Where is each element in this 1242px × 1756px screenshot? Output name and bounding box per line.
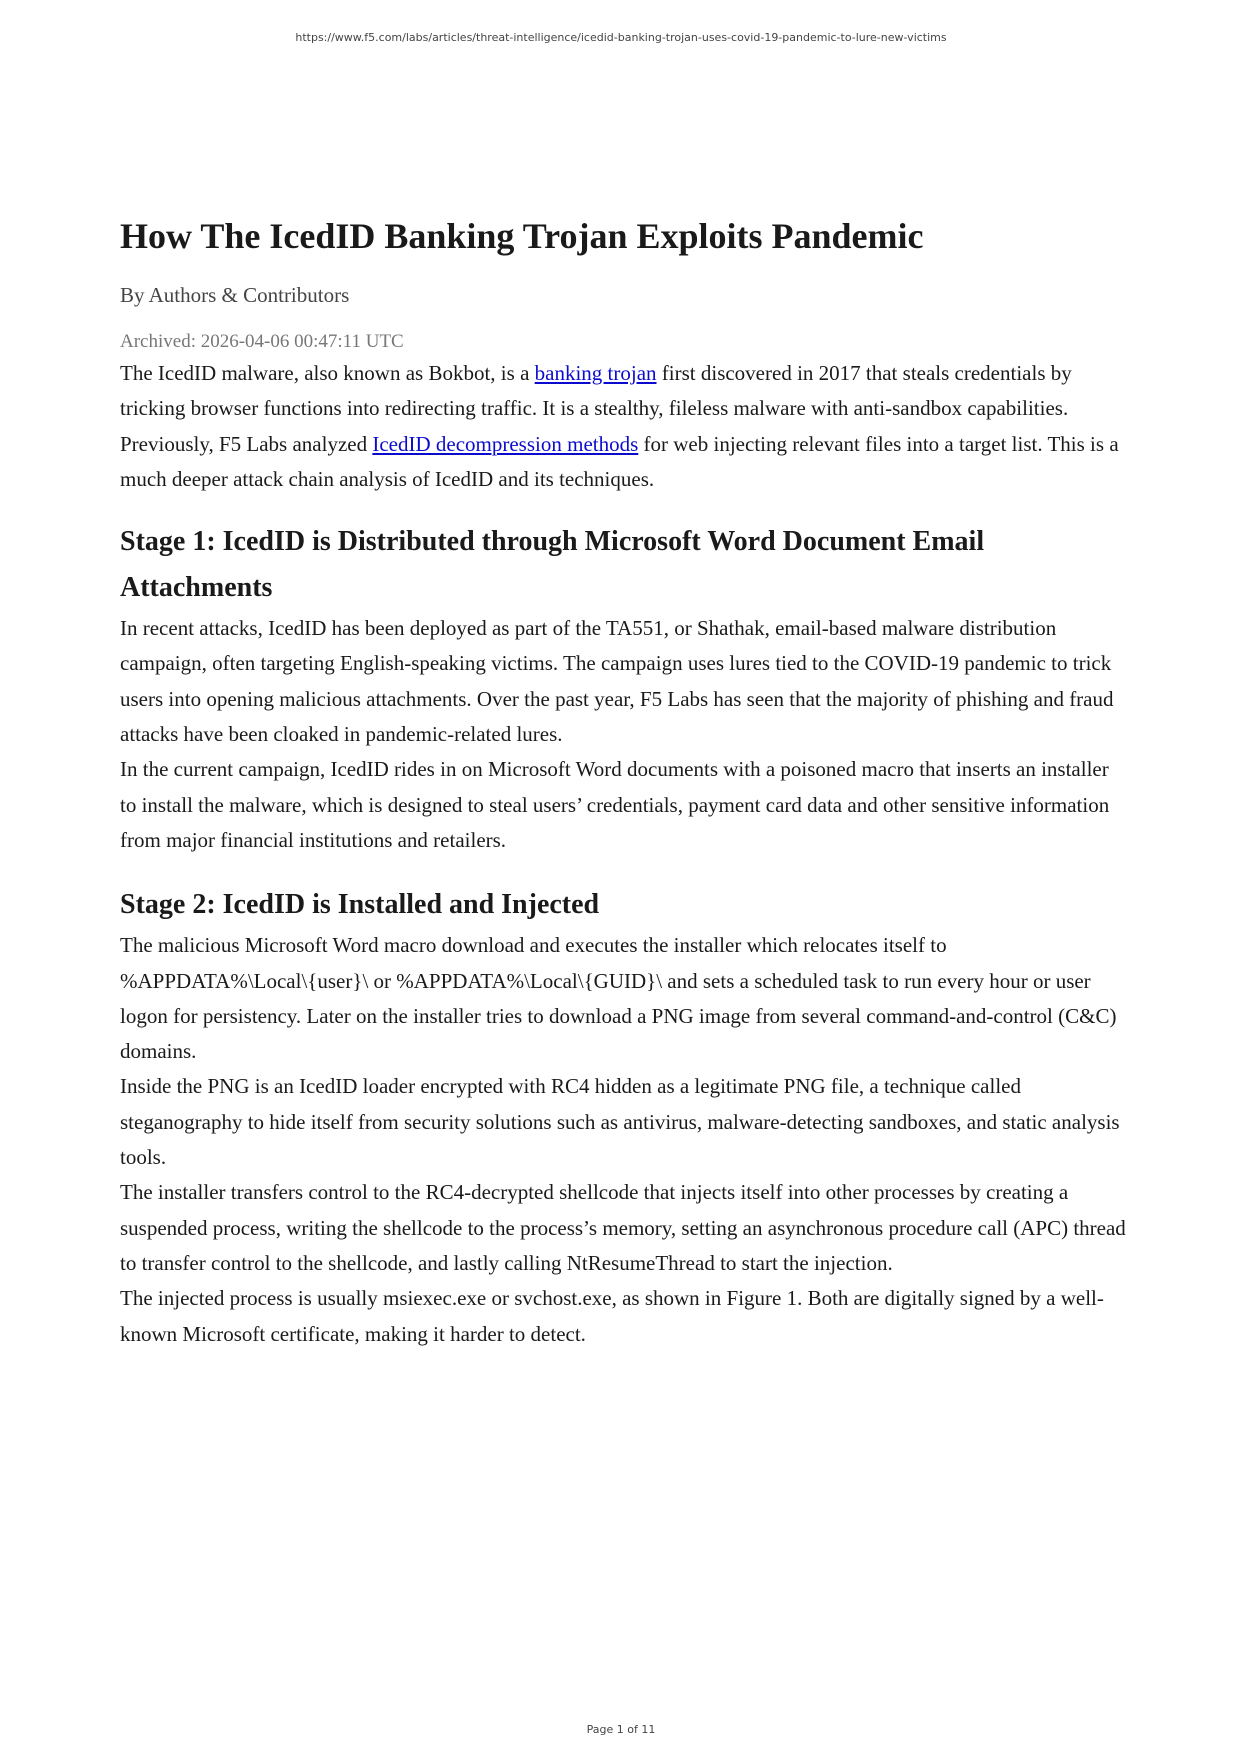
article-title: How The IcedID Banking Trojan Exploits Pandemic xyxy=(120,216,924,256)
icedid-decompression-link[interactable]: IcedID decompression methods xyxy=(372,431,639,456)
stage2-heading: Stage 2: IcedID is Installed and Injected xyxy=(120,889,600,921)
intro-paragraph xyxy=(120,356,1130,497)
byline: By Authors & Contributors xyxy=(120,283,350,307)
stage2-paragraph-3: The installer transfers control to the RC4-decrypted shellcode that injects itself into other processes by creating a suspended process, writing the shellcode to the process’s memory, setting an asynchronous procedure call (APC) thread to transfer control to the shellcode, and lastly calling NtResumeThread to start the injection. xyxy=(120,1180,1126,1275)
stage2-paragraph-1: The malicious Microsoft Word macro download and executes the installer which relocates itself to %APPDATA%\Local\{user}\ or %APPDATA%\Local\{GUID}\ and sets a scheduled task to run every hour or user logon for persistency. Later on the installer tries to download a PNG image from several command-and-control (C&C) domains. xyxy=(120,933,1117,1064)
intro-text-3: for web injecting relevant files into a target list. This is a much deeper attack chain analysis of IcedID and its techniques. xyxy=(120,431,1119,491)
page-number: Page 1 of 11 xyxy=(586,1723,656,1736)
intro-text-1: The IcedID malware, also known as Bokbot, is a xyxy=(120,361,535,385)
page-url: https://www.f5.com/labs/articles/threat-intelligence/icedid-banking-trojan-uses-covid-19-pandemic-to-lure-new-victims xyxy=(295,31,947,44)
stage2-paragraph-4: The injected process is usually msiexec.exe or svchost.exe, as shown in Figure 1. Both are digitally signed by a well-known Microsoft certificate, making it harder to detect. xyxy=(120,1286,1104,1346)
article xyxy=(120,210,1130,1352)
archived-timestamp: Archived: 2026-04-06 00:47:11 UTC xyxy=(120,331,404,352)
stage1-paragraph-1: In recent attacks, IcedID has been deployed as part of the TA551, or Shathak, email-based malware distribution campaign, often targeting English-speaking victims. The campaign uses lures tied to the COVID-19 pandemic to trick users into opening malicious attachments. Over the past year, F5 Labs has seen that the majority of phishing and fraud attacks have been cloaked in pandemic-related lures. xyxy=(120,616,1114,747)
stage1-paragraph-2: In the current campaign, IcedID rides in on Microsoft Word documents with a poisoned macro that inserts an installer to install the malware, which is designed to steal users’ credentials, payment card data and other sensitive information from major financial institutions and retailers. xyxy=(120,757,1110,852)
banking-trojan-link[interactable]: banking trojan xyxy=(534,361,657,385)
stage2-paragraph-2: Inside the PNG is an IcedID loader encrypted with RC4 hidden as a legitimate PNG file, a technique called steganography to hide itself from security solutions such as antivirus, malware-detecting sandboxes, and static analysis tools. xyxy=(120,1074,1120,1170)
intro-text-2: first discovered in 2017 that steals credentials by tricking browser functions into redirecting traffic. It is a stealthy, fileless malware with anti-sandbox capabilities. Previously, F5 Labs analyzed xyxy=(120,361,1072,456)
stage1-heading: Stage 1: IcedID is Distributed through Microsoft Word Document Email Attachments xyxy=(120,526,985,604)
